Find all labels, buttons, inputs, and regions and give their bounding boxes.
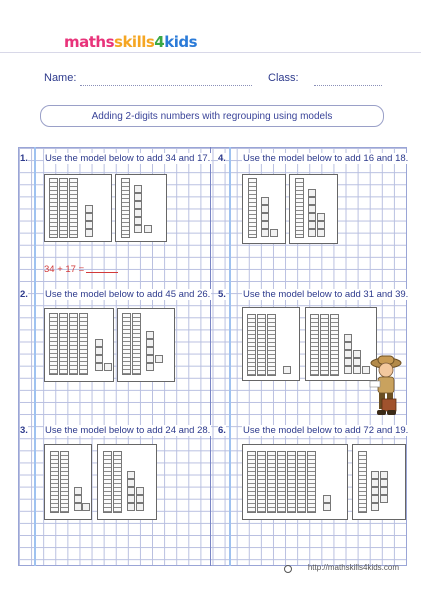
- one-cube: [127, 495, 135, 503]
- one-cube: [95, 363, 103, 371]
- one-cube: [344, 350, 352, 358]
- ten-rod: [49, 313, 58, 375]
- one-cube: [146, 347, 154, 355]
- model-box: [242, 174, 286, 244]
- answer-line[interactable]: [86, 272, 118, 273]
- one-cube: [371, 471, 379, 479]
- example-equation: 34 + 17 =: [44, 264, 85, 275]
- ten-rod: [277, 451, 286, 513]
- question-number: 5.: [218, 289, 226, 300]
- one-cube: [82, 503, 90, 511]
- one-cube: [380, 471, 388, 479]
- question-text: Use the model below to add 16 and 18.: [243, 153, 409, 164]
- one-cube: [136, 487, 144, 495]
- question-number: 3.: [20, 425, 28, 436]
- one-cube: [371, 487, 379, 495]
- model-box: [44, 308, 114, 382]
- column-divider: [210, 147, 211, 566]
- one-cube: [127, 471, 135, 479]
- ten-rod: [59, 178, 68, 238]
- model-box: [242, 307, 300, 381]
- one-cube: [136, 503, 144, 511]
- one-cube: [134, 193, 142, 201]
- model-box: [44, 174, 112, 242]
- one-cube: [353, 358, 361, 366]
- one-cube: [95, 355, 103, 363]
- ten-rod: [248, 178, 257, 238]
- one-cube: [127, 487, 135, 495]
- ten-rod: [103, 451, 112, 513]
- footer-url: http://mathskills4kids.com: [307, 563, 399, 572]
- one-cube: [270, 229, 278, 237]
- ten-rod: [50, 451, 59, 513]
- one-cube: [308, 221, 316, 229]
- ten-rod: [79, 313, 88, 375]
- worksheet-title: Adding 2-digits numbers with regrouping using models: [40, 105, 384, 127]
- question-text: Use the model below to add 34 and 17.: [45, 153, 211, 164]
- one-cube: [134, 201, 142, 209]
- one-cube: [308, 189, 316, 197]
- model-box: [115, 174, 167, 242]
- one-cube: [144, 225, 152, 233]
- one-cube: [134, 217, 142, 225]
- one-cube: [380, 487, 388, 495]
- ten-rod: [257, 314, 266, 376]
- copyright-icon: [284, 565, 292, 573]
- model-box: [97, 444, 157, 520]
- one-cube: [308, 205, 316, 213]
- left-margin-line: [34, 147, 36, 566]
- one-cube: [136, 495, 144, 503]
- one-cube: [146, 339, 154, 347]
- one-cube: [317, 229, 325, 237]
- ten-rod: [310, 314, 319, 376]
- question-number: 4.: [218, 153, 226, 164]
- name-field[interactable]: [80, 84, 252, 86]
- class-label: Class:: [268, 72, 299, 84]
- one-cube: [308, 197, 316, 205]
- one-cube: [261, 229, 269, 237]
- one-cube: [127, 503, 135, 511]
- one-cube: [85, 205, 93, 213]
- one-cube: [317, 221, 325, 229]
- one-cube: [323, 495, 331, 503]
- ten-rod: [132, 313, 141, 375]
- ten-rod: [257, 451, 266, 513]
- one-cube: [74, 495, 82, 503]
- model-box: [44, 444, 92, 520]
- one-cube: [371, 495, 379, 503]
- one-cube: [371, 479, 379, 487]
- one-cube: [353, 366, 361, 374]
- one-cube: [74, 503, 82, 511]
- question-text: Use the model below to add 72 and 19.: [243, 425, 409, 436]
- ten-rod: [121, 178, 130, 238]
- ten-rod: [113, 451, 122, 513]
- one-cube: [85, 221, 93, 229]
- one-cube: [323, 503, 331, 511]
- one-cube: [371, 503, 379, 511]
- ten-rod: [330, 314, 339, 376]
- one-cube: [95, 339, 103, 347]
- one-cube: [261, 213, 269, 221]
- one-cube: [104, 363, 112, 371]
- ten-rod: [287, 451, 296, 513]
- one-cube: [146, 355, 154, 363]
- one-cube: [261, 221, 269, 229]
- header-divider: [0, 52, 421, 53]
- right-margin-line: [229, 147, 231, 566]
- ten-rod: [247, 314, 256, 376]
- logo: mathsskills4kids: [64, 33, 198, 51]
- model-box: [117, 308, 175, 382]
- question-text: Use the model below to add 24 and 28.: [45, 425, 211, 436]
- ten-rod: [320, 314, 329, 376]
- one-cube: [344, 334, 352, 342]
- one-cube: [261, 197, 269, 205]
- one-cube: [85, 213, 93, 221]
- one-cube: [85, 229, 93, 237]
- ten-rod: [267, 451, 276, 513]
- ten-rod: [59, 313, 68, 375]
- one-cube: [344, 342, 352, 350]
- question-number: 1.: [20, 153, 28, 164]
- question-number: 6.: [218, 425, 226, 436]
- one-cube: [308, 229, 316, 237]
- ten-rod: [49, 178, 58, 238]
- one-cube: [308, 213, 316, 221]
- question-number: 2.: [20, 289, 28, 300]
- one-cube: [134, 209, 142, 217]
- one-cube: [317, 213, 325, 221]
- one-cube: [155, 355, 163, 363]
- question-text: Use the model below to add 45 and 26.: [45, 289, 211, 300]
- ten-rod: [122, 313, 131, 375]
- one-cube: [353, 350, 361, 358]
- model-box: [242, 444, 348, 520]
- one-cube: [344, 366, 352, 374]
- ten-rod: [295, 178, 304, 238]
- one-cube: [380, 495, 388, 503]
- one-cube: [344, 358, 352, 366]
- explorer-character-illustration: [368, 353, 404, 419]
- name-label: Name:: [44, 72, 77, 84]
- one-cube: [127, 479, 135, 487]
- ten-rod: [267, 314, 276, 376]
- model-box: [352, 444, 406, 520]
- one-cube: [283, 366, 291, 374]
- ten-rod: [69, 178, 78, 238]
- ten-rod: [247, 451, 256, 513]
- class-field[interactable]: [314, 84, 382, 86]
- question-text: Use the model below to add 31 and 39.: [243, 289, 409, 300]
- ten-rod: [358, 451, 367, 513]
- one-cube: [134, 225, 142, 233]
- one-cube: [146, 331, 154, 339]
- one-cube: [74, 487, 82, 495]
- ten-rod: [69, 313, 78, 375]
- one-cube: [380, 479, 388, 487]
- one-cube: [261, 205, 269, 213]
- ten-rod: [60, 451, 69, 513]
- ten-rod: [297, 451, 306, 513]
- one-cube: [146, 363, 154, 371]
- model-box: [305, 307, 377, 381]
- model-box: [289, 174, 338, 244]
- one-cube: [95, 347, 103, 355]
- ten-rod: [307, 451, 316, 513]
- one-cube: [134, 185, 142, 193]
